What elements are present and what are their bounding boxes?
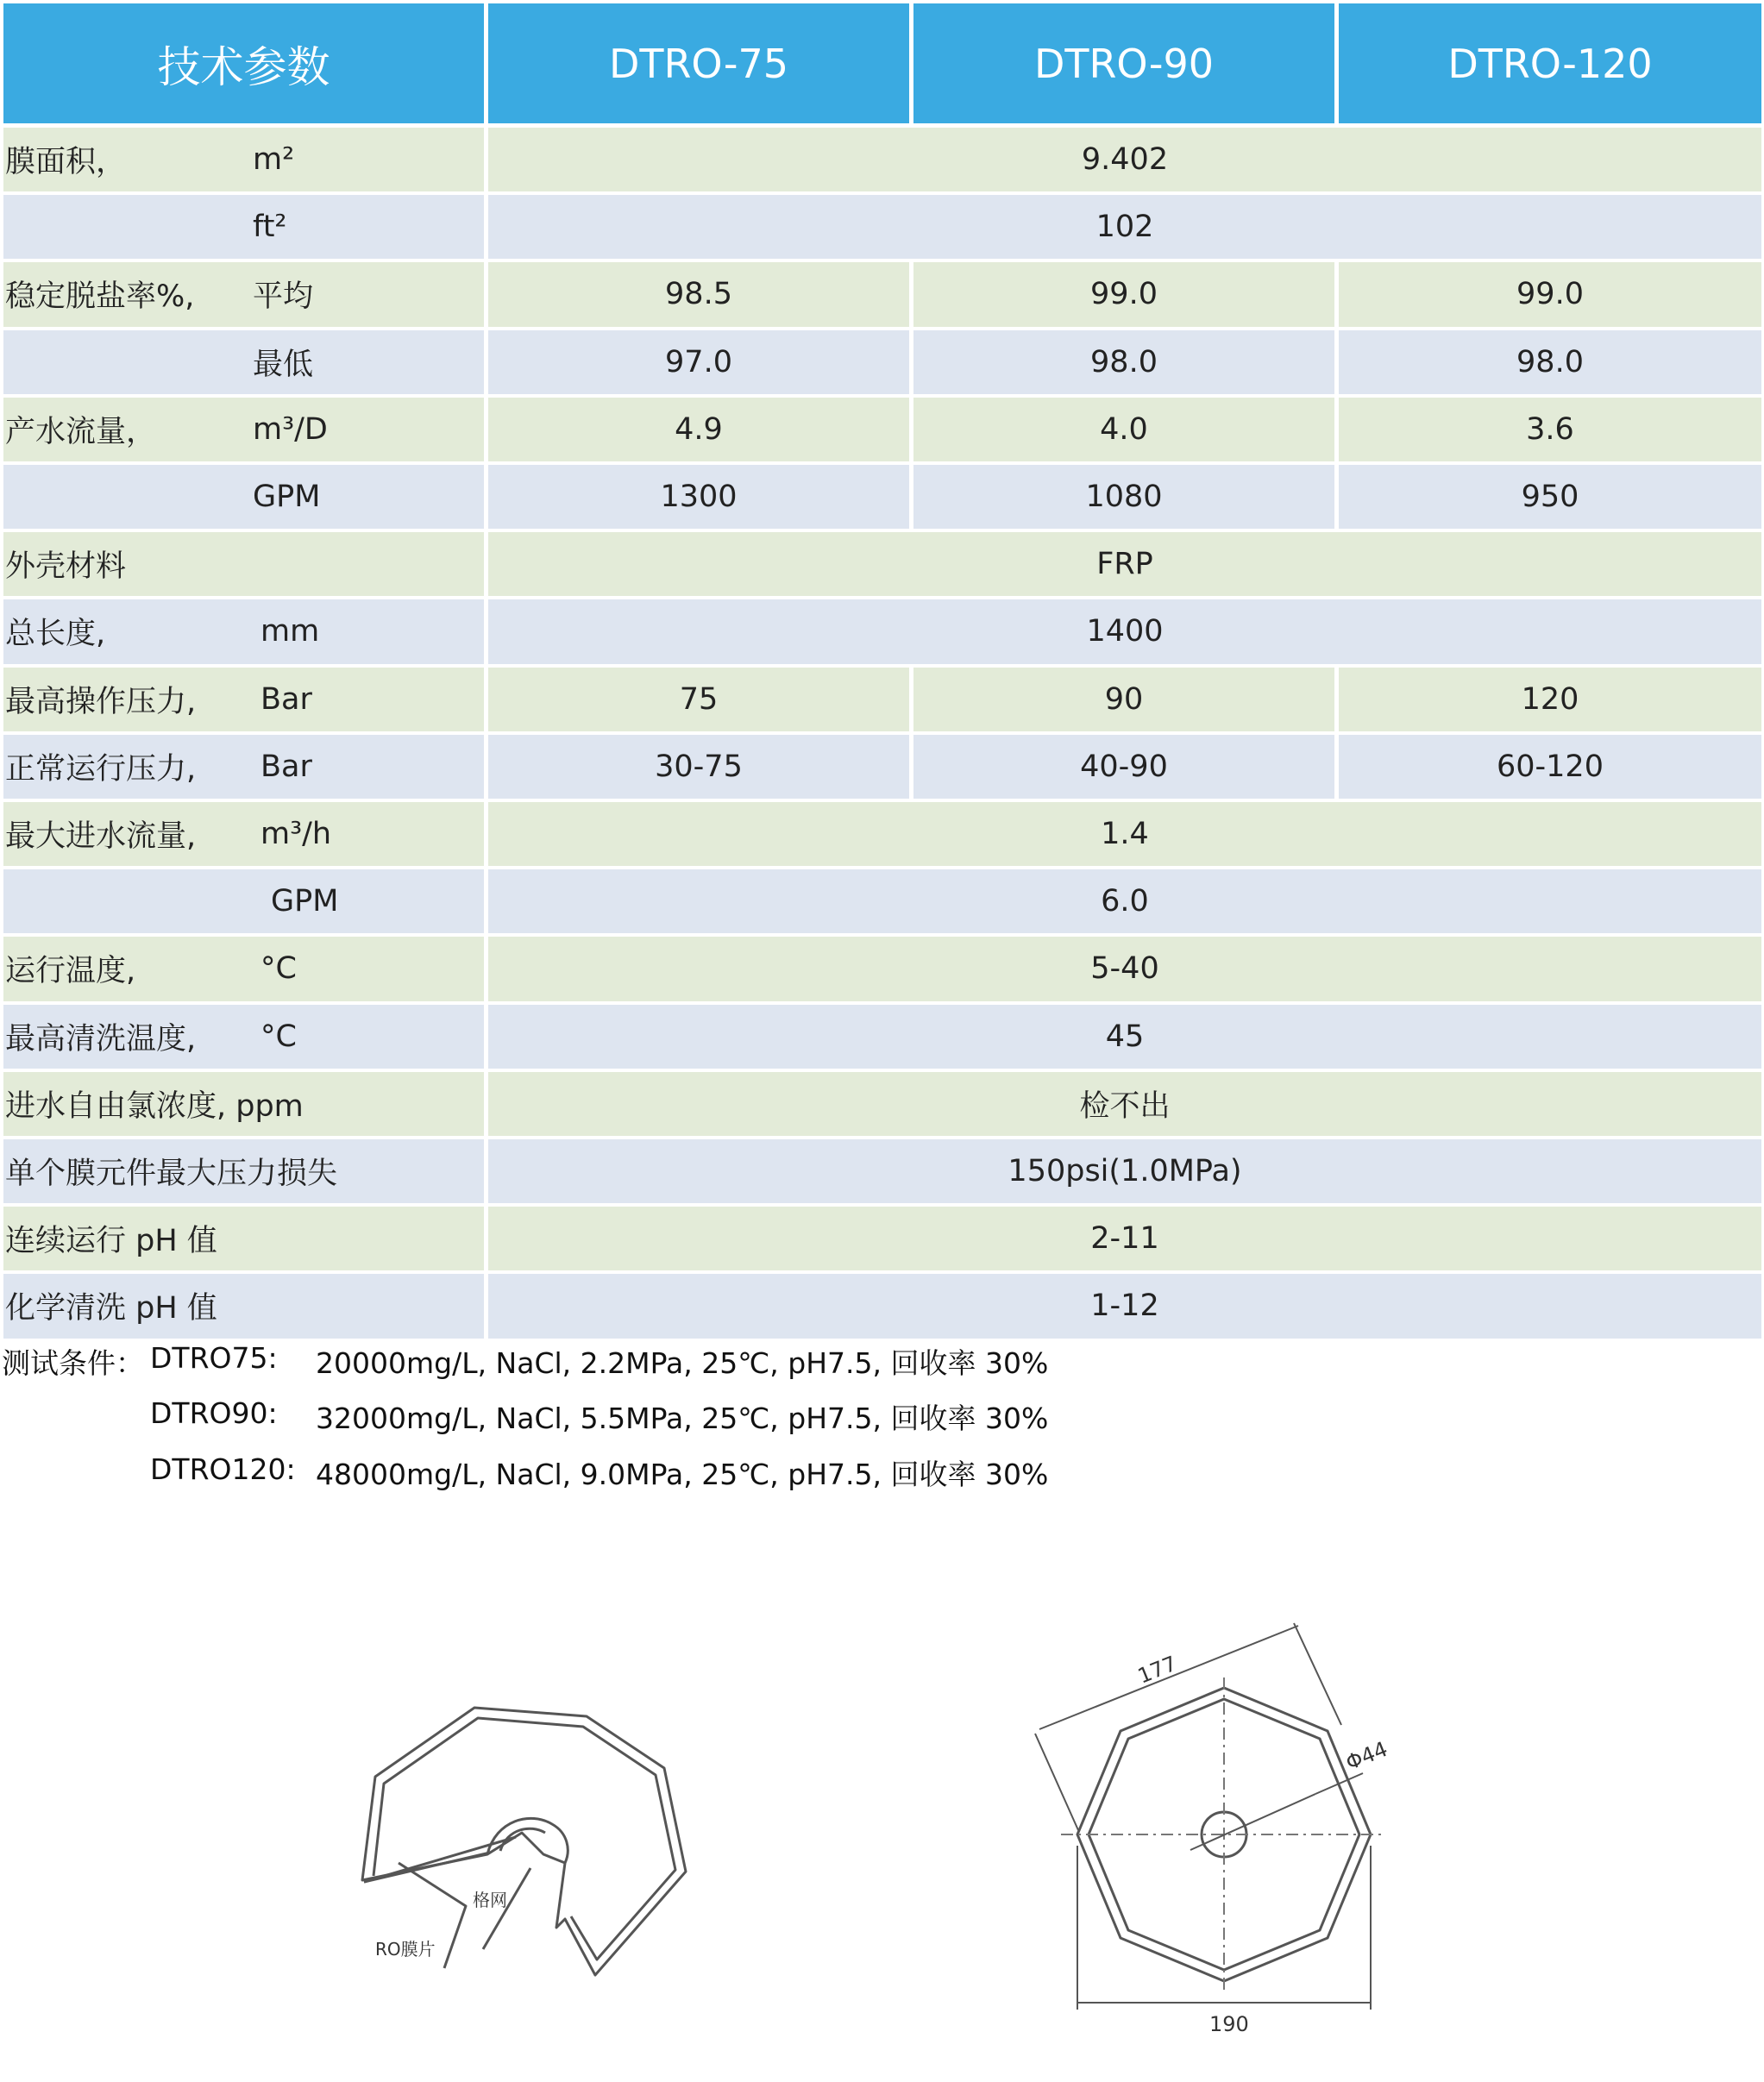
param-unit: GPM: [253, 480, 321, 515]
row-label-cell: [3, 735, 484, 799]
row-label-cell: [3, 668, 484, 731]
row-label-cell: [3, 262, 484, 326]
row-label-cell: [3, 128, 484, 191]
note-model: DTRO75:: [150, 1341, 278, 1375]
param-name: 运行温度,: [5, 954, 136, 989]
value-cell: 98.0: [913, 330, 1334, 394]
row-label-cell: [3, 1005, 484, 1069]
value-cell-merged: 102: [488, 195, 1761, 259]
note-text: 48000mg/L, NaCl, 9.0MPa, 25℃, pH7.5, 回收率 30%: [316, 1458, 1049, 1491]
param-unit: m³/h: [261, 817, 332, 852]
value-cell-merged: 1400: [488, 599, 1761, 663]
param-name: 外壳材料: [5, 549, 127, 585]
row-label-cell: [3, 599, 484, 663]
value-cell-merged: FRP: [488, 532, 1761, 596]
value-cell: 98.5: [488, 262, 909, 326]
row-label-cell: [3, 869, 484, 933]
value-cell: 4.9: [488, 398, 909, 461]
value-cell: 60-120: [1339, 735, 1761, 799]
value-cell: 950: [1339, 465, 1761, 529]
param-unit: 平均: [253, 279, 314, 315]
row-label-cell: [3, 1072, 484, 1136]
value-cell-merged: 9.402: [488, 128, 1761, 191]
param-unit: °C: [261, 951, 297, 987]
ro-membrane-label: RO膜片: [375, 1939, 436, 1960]
value-cell: 99.0: [1339, 262, 1761, 326]
value-cell: 97.0: [488, 330, 909, 394]
param-name: 产水流量，: [5, 414, 157, 449]
row-label-cell: [3, 1139, 484, 1203]
value-cell: 90: [913, 668, 1334, 731]
note-model: DTRO90:: [150, 1396, 278, 1430]
param-unit: °C: [261, 1019, 297, 1054]
param-name: 进水自由氯浓度, ppm: [5, 1088, 304, 1124]
param-unit: 最低: [253, 347, 314, 382]
test-conditions-prefix: 测试条件：: [2, 1346, 144, 1380]
row-label-cell: [3, 802, 484, 866]
dimension-177: 177: [1134, 1651, 1181, 1689]
dimension-190: 190: [1209, 2012, 1249, 2035]
header-cell-2: DTRO-90: [913, 3, 1334, 123]
value-cell-merged: 150psi(1.0MPa): [488, 1139, 1761, 1203]
row-label-cell: [3, 398, 484, 461]
note-text: 20000mg/L, NaCl, 2.2MPa, 25℃, pH7.5, 回收率 30%: [316, 1346, 1049, 1380]
value-cell: 75: [488, 668, 909, 731]
value-cell-merged: 1.4: [488, 802, 1761, 866]
value-cell: 1080: [913, 465, 1334, 529]
param-unit: Bar: [261, 749, 312, 784]
row-label-cell: [3, 330, 484, 394]
param-name: 最高操作压力,: [5, 684, 197, 719]
value-cell: 4.0: [913, 398, 1334, 461]
value-cell-merged: 1-12: [488, 1274, 1761, 1338]
row-label-cell: [3, 1274, 484, 1338]
row-label-cell: [3, 465, 484, 529]
value-cell: 3.6: [1339, 398, 1761, 461]
param-unit: m²: [253, 142, 295, 178]
param-name: 连续运行 pH 值: [5, 1224, 217, 1259]
param-unit: mm: [261, 614, 320, 649]
row-label-cell: [3, 532, 484, 596]
grid-label: 格网: [473, 1890, 507, 1910]
param-name: 最大进水流量,: [5, 819, 197, 855]
header-cell-1: DTRO-75: [488, 3, 909, 123]
param-unit: GPM: [271, 884, 339, 919]
param-unit: ft²: [253, 210, 287, 245]
param-name: 单个膜元件最大压力损失: [5, 1157, 338, 1192]
value-cell: 40-90: [913, 735, 1334, 799]
value-cell: 1300: [488, 465, 909, 529]
note-text: 32000mg/L, NaCl, 5.5MPa, 25℃, pH7.5, 回收率 30%: [316, 1402, 1049, 1435]
value-cell-merged: 45: [488, 1005, 1761, 1069]
value-cell: 30-75: [488, 735, 909, 799]
row-label-cell: [3, 195, 484, 259]
param-name: 稳定脱盐率%,: [5, 279, 195, 315]
membrane-cutaway-diagram: [345, 1690, 707, 1984]
param-name: 化学清洗 pH 值: [5, 1291, 217, 1326]
value-cell: 98.0: [1339, 330, 1761, 394]
octagon-cross-section-diagram: [1018, 1604, 1423, 2035]
header-cell-3: DTRO-120: [1339, 3, 1761, 123]
row-label-cell: [3, 937, 484, 1000]
header-cell-0: 技术参数: [3, 3, 484, 123]
value-cell: 99.0: [913, 262, 1334, 326]
value-cell-merged: 2-11: [488, 1207, 1761, 1270]
value-cell-merged: 6.0: [488, 869, 1761, 933]
param-unit: Bar: [261, 681, 312, 717]
value-cell-merged: 检不出: [488, 1072, 1761, 1136]
param-name: 膜面积，: [5, 145, 127, 180]
param-unit: m³/D: [253, 411, 328, 447]
note-model: DTRO120:: [150, 1452, 296, 1486]
param-name: 最高清洗温度,: [5, 1021, 197, 1057]
row-label-cell: [3, 1207, 484, 1270]
param-name: 正常运行压力,: [5, 751, 197, 787]
value-cell-merged: 5-40: [488, 937, 1761, 1000]
dimension-hole-diameter: Φ44: [1342, 1736, 1391, 1776]
value-cell: 120: [1339, 668, 1761, 731]
param-name: 总长度,: [5, 617, 106, 652]
